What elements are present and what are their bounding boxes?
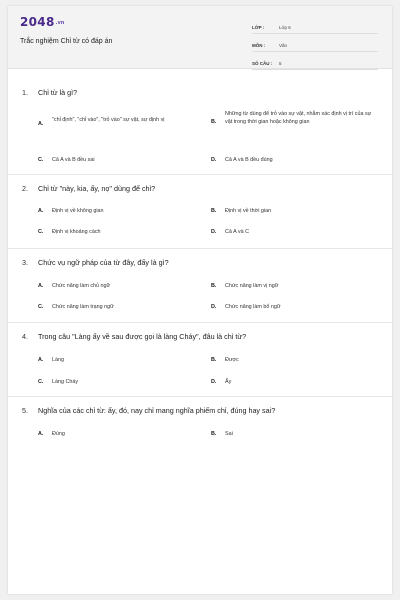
option-letter: D. <box>211 157 217 163</box>
option-d[interactable] <box>211 228 371 236</box>
question-text: Chỉ từ "này, kia, ấy, nọ" dùng để chỉ? <box>38 184 156 193</box>
option-text: Sai <box>225 431 233 437</box>
option-text: Làng Cháy <box>52 379 79 385</box>
option-letter: B. <box>211 283 217 289</box>
option-letter: D. <box>211 304 217 310</box>
option-letter: B. <box>211 119 217 125</box>
question-text: Chỉ từ là gì? <box>38 88 78 97</box>
option-letter: B. <box>211 357 217 363</box>
meta-value: Lớp 6 <box>279 25 291 30</box>
option-text: Cả A và B đều đúng <box>225 157 273 163</box>
option-b[interactable] <box>211 356 371 364</box>
option-text: Định vị khoảng cách <box>52 229 101 235</box>
option-letter: B. <box>211 208 217 214</box>
question-number: 4. <box>22 332 28 341</box>
meta-row-class <box>252 18 378 34</box>
option-c[interactable] <box>38 303 198 311</box>
quiz-title: Trắc nghiệm Chỉ từ có đáp án <box>20 38 113 45</box>
option-text: Được <box>225 357 239 363</box>
option-text: Ấy <box>225 379 232 385</box>
meta-row-subject <box>252 36 378 52</box>
option-text: Làng <box>52 357 64 363</box>
option-letter: A. <box>38 208 44 214</box>
option-c[interactable] <box>38 228 198 236</box>
meta-label: LỚP : <box>252 25 265 30</box>
option-letter: D. <box>211 379 217 385</box>
divider <box>8 396 392 397</box>
option-letter: A. <box>38 283 44 289</box>
quiz-page <box>8 6 392 594</box>
question-stem <box>22 184 155 193</box>
option-letter: A. <box>38 357 44 363</box>
question-stem <box>22 332 246 341</box>
option-c[interactable] <box>38 378 198 386</box>
option-letter: C. <box>38 304 44 310</box>
option-b[interactable] <box>211 207 371 215</box>
meta-value: 5 <box>279 61 282 66</box>
site-logo[interactable] <box>20 15 64 29</box>
option-text: Chức năng làm bổ ngữ <box>225 304 281 310</box>
option-b[interactable] <box>211 110 373 127</box>
option-c[interactable] <box>38 156 198 164</box>
divider <box>8 174 392 175</box>
meta-row-count <box>252 54 378 70</box>
option-a[interactable] <box>38 207 198 215</box>
option-text: Chức năng làm chủ ngữ <box>52 283 111 289</box>
option-text: Cả A và B đều sai <box>52 157 95 163</box>
option-b[interactable] <box>211 282 371 290</box>
meta-label: SỐ CÂU : <box>252 61 273 66</box>
divider <box>8 248 392 249</box>
option-letter: D. <box>211 229 217 235</box>
meta-value: Văn <box>279 43 288 48</box>
option-letter: C. <box>38 379 44 385</box>
option-letter: C. <box>38 157 44 163</box>
option-text: Chức năng làm trạng ngữ <box>52 304 114 310</box>
logo-suffix: .vn <box>55 20 65 26</box>
option-text: Cả A và C <box>225 229 249 235</box>
option-a[interactable] <box>38 282 198 290</box>
option-text: Định vị về thời gian <box>225 208 272 214</box>
option-text: Chức năng làm vị ngữ <box>225 283 279 289</box>
option-text: Định vị về không gian <box>52 208 104 214</box>
option-a[interactable] <box>38 430 198 438</box>
option-d[interactable] <box>211 303 371 311</box>
question-number: 1. <box>22 88 28 97</box>
divider <box>8 322 392 323</box>
option-d[interactable] <box>211 378 371 386</box>
option-b[interactable] <box>211 430 371 438</box>
question-stem <box>22 258 169 267</box>
question-number: 3. <box>22 258 28 267</box>
meta-label: MÔN : <box>252 43 266 48</box>
quiz-meta <box>252 18 378 72</box>
question-text: Trong câu "Làng ấy về sau được gọi là làng Cháy", đâu là chỉ từ? <box>38 332 247 341</box>
option-letter: B. <box>211 431 217 437</box>
question-text: Chức vụ ngữ pháp của từ đây, đấy là gì? <box>38 258 169 267</box>
question-stem <box>22 406 275 415</box>
question-text: Nghĩa của các chỉ từ: ấy, đó, nay chỉ mang nghĩa phiếm chỉ, đúng hay sai? <box>38 406 276 415</box>
option-text: Đúng <box>52 431 65 437</box>
option-a[interactable] <box>38 356 198 364</box>
option-letter: C. <box>38 229 44 235</box>
question-number: 2. <box>22 184 28 193</box>
question-number: 5. <box>22 406 28 415</box>
quiz-header <box>8 6 392 69</box>
option-letter: A. <box>38 121 44 127</box>
logo-number: 2048 <box>20 15 55 29</box>
option-letter: A. <box>38 431 44 437</box>
option-text: Những từ dùng để trỏ vào sự vật, nhằm xác định vị trí của sự vật trong thời gian hoặc không gian <box>225 111 372 126</box>
option-a[interactable] <box>38 116 198 127</box>
option-d[interactable] <box>211 156 371 164</box>
option-text: "chỉ định", "chỉ vào", "trỏ vào" sự vật, sự định vị <box>52 117 165 123</box>
question-stem <box>22 88 77 97</box>
